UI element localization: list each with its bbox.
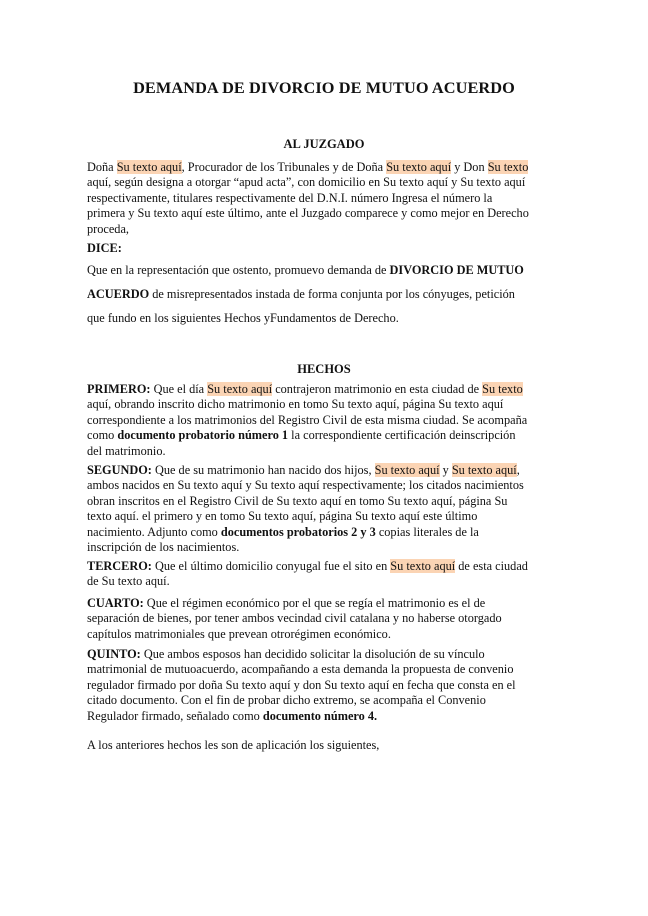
placeholder-field[interactable]: Su texto xyxy=(482,382,523,396)
dice-line-2: ACUERDO de misrepresentados instada de forma conjunta por los cónyuges, petición xyxy=(87,287,515,301)
hecho-label: PRIMERO: xyxy=(87,382,151,396)
placeholder-field[interactable]: Su texto aquí xyxy=(386,160,452,174)
intro-line-2: aquí, según designa a otorgar “apud acta”, con domicilio en Su texto aquí y Su texto aquí xyxy=(87,175,526,190)
document-title: DEMANDA DE DIVORCIO DE MUTUO ACUERDO xyxy=(133,78,515,97)
hecho-label: QUINTO: xyxy=(87,647,141,661)
intro-line-1: Doña Su texto aquí, Procurador de los Tribunales y de Doña Su texto aquí y Don Su texto xyxy=(87,160,529,174)
placeholder-field[interactable]: Su texto aquí xyxy=(116,160,182,174)
placeholder-field[interactable]: Su texto aquí xyxy=(374,463,440,477)
dice-line-3: que fundo en los siguientes Hechos yFundamentos de Derecho. xyxy=(87,311,399,325)
hechos-heading: HECHOS xyxy=(297,362,351,376)
hecho-cuarto: CUARTO: Que el régimen económico por el que se regía el matrimonio es el de separación de bienes, por tener ambos vecindad civil catalana y no haberse otorgado capítulos matrimoniales que prevean otrorégimen económico. xyxy=(87,596,502,641)
hecho-label: CUARTO: xyxy=(87,596,144,610)
intro-line-4: primera y Su texto aquí este último, ante el Juzgado comparece y como mejor en Derecho xyxy=(87,206,529,221)
juzgado-heading: AL JUZGADO xyxy=(283,137,365,151)
dice-line-1: Que en la representación que ostento, promuevo demanda de DIVORCIO DE MUTUO xyxy=(87,263,524,277)
placeholder-field[interactable]: Su texto aquí xyxy=(390,559,456,573)
placeholder-field[interactable]: Su texto aquí xyxy=(451,463,517,477)
dice-paragraph xyxy=(87,258,557,330)
placeholder-field[interactable]: Su texto aquí xyxy=(207,382,273,396)
hecho-primero: PRIMERO: Que el día Su texto aquí contrajeron matrimonio en esta ciudad de Su texto aquí, obrando inscrito dicho matrimonio en tomo Su texto aquí, página Su texto aquí correspondiente a los matrimonios del Registro Civil de esta misma ciudad. Se acompaña como documento probatorio número 1 la correspondiente certificación deinscripción del matrimonio. xyxy=(87,382,528,458)
hecho-quinto: QUINTO: Que ambos esposos han decidido solicitar la disolución de su vínculo matrimonial de mutuoacuerdo, acompañando a esta demanda la propuesta de convenio regulador firmado por doña Su texto aquí y don Su texto aquí en fecha que consta en el citado documento. Con el fin de probar dicho extremo, se acompaña el Convenio Regulador firmado, señalado como documento número 4. xyxy=(87,647,516,723)
hecho-segundo: SEGUNDO: Que de su matrimonio han nacido dos hijos, Su texto aquí y Su texto aquí, ambos nacidos en Su texto aquí y Su texto aquí respectivamente; los citados nacimientos obran inscritos en el Registro Civil de Su texto aquí en tomo Su texto aquí, página Su texto aquí. el primero y en tomo Su texto aquí, página Su texto aquí este último nacimiento. Adjunto como documentos probatorios 2 y 3 copias literales de la inscripción de los nacimientos. xyxy=(87,463,524,555)
intro-line-3: respectivamente, titulares respectivamente del D.N.I. número Ingresa el número la xyxy=(87,190,493,205)
dice-label: DICE: xyxy=(87,241,122,255)
hecho-label: TERCERO: xyxy=(87,559,152,573)
hecho-tercero: TERCERO: Que el último domicilio conyugal fue el sito en Su texto aquí de esta ciudad de Su texto aquí. xyxy=(87,559,528,589)
intro-line-5: proceda, xyxy=(87,221,129,236)
hecho-label: SEGUNDO: xyxy=(87,463,152,477)
placeholder-field[interactable]: Su texto xyxy=(487,160,529,174)
closing-line: A los anteriores hechos les son de aplicación los siguientes, xyxy=(87,738,380,752)
intro-paragraph xyxy=(87,160,557,237)
